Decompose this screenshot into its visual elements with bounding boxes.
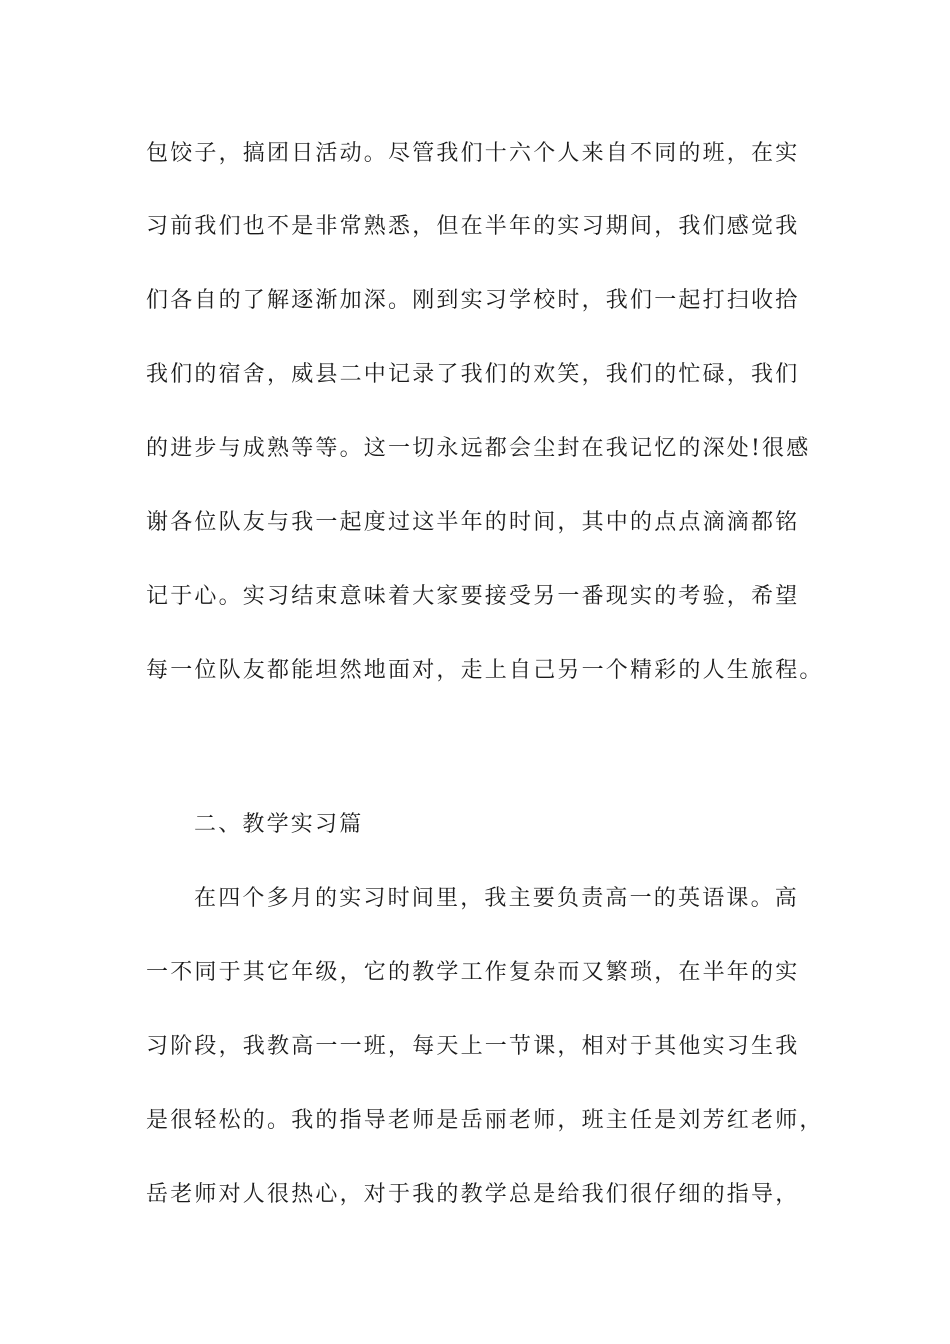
paragraph-line: 包饺子，搞团日活动。尽管我们十六个人来自不同的班，在实 bbox=[146, 141, 800, 166]
paragraph-line: 每一位队友都能坦然地面对，走上自己另一个精彩的人生旅程。 bbox=[146, 658, 824, 683]
paragraph-line: 记于心。实习结束意味着大家要接受另一番现实的考验，希望 bbox=[146, 584, 800, 609]
paragraph-line: 谢各位队友与我一起度过这半年的时间，其中的点点滴滴都铭 bbox=[146, 510, 800, 535]
paragraph-line: 的进步与成熟等等。这一切永远都会尘封在我记忆的深处!很感 bbox=[146, 436, 811, 461]
paragraph-line: 一不同于其它年级，它的教学工作复杂而又繁琐，在半年的实 bbox=[146, 960, 800, 985]
section-heading: 二、教学实习篇 bbox=[194, 812, 364, 837]
paragraph-line: 习前我们也不是非常熟悉，但在半年的实习期间，我们感觉我 bbox=[146, 214, 800, 239]
paragraph-line: 习阶段，我教高一一班，每天上一节课，相对于其他实习生我 bbox=[146, 1034, 800, 1059]
paragraph-line: 是很轻松的。我的指导老师是岳丽老师，班主任是刘芳红老师， bbox=[146, 1108, 824, 1133]
paragraph-line: 岳老师对人很热心，对于我的教学总是给我们很仔细的指导， bbox=[146, 1182, 800, 1207]
paragraph-line: 在四个多月的实习时间里，我主要负责高一的英语课。高 bbox=[194, 886, 800, 911]
paragraph-line: 们各自的了解逐渐加深。刚到实习学校时，我们一起打扫收拾 bbox=[146, 288, 800, 313]
paragraph-line: 我们的宿舍，威县二中记录了我们的欢笑，我们的忙碌，我们 bbox=[146, 362, 800, 387]
